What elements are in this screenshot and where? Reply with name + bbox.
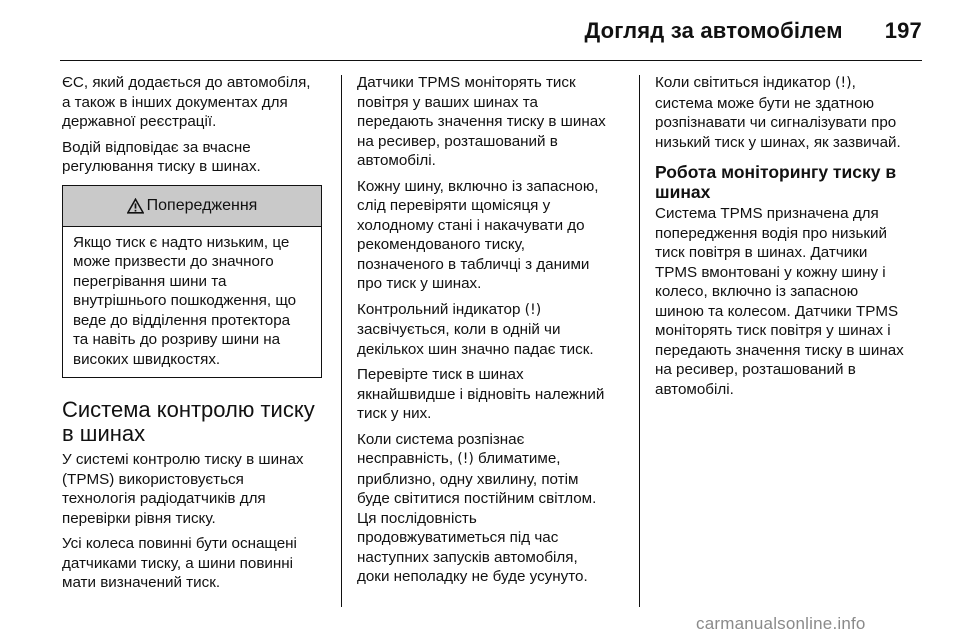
column-divider-2 xyxy=(639,75,640,607)
section-heading-tpms: Система контролю тиску в шинах xyxy=(62,397,315,446)
paragraph: Кожну шину, включно із запасною, слід перевіряти щомісяця у холодному стані і накачувати до рекомендованого тиску, позначеного в табличці з даними про тиск у шинах. xyxy=(357,177,599,292)
paragraph xyxy=(357,300,629,360)
tire-pressure-warning-icon: (!) xyxy=(524,301,542,318)
tire-pressure-warning-icon: (!) xyxy=(457,451,474,467)
text: засвічується, коли в одній чи декількох шин значно падає тиск. xyxy=(357,321,594,358)
text: , система може бути не здатною розпізнавати чи сигналізувати про низький тиск у шинах, як зазвичай. xyxy=(655,74,901,151)
column-divider-1 xyxy=(341,75,342,607)
paragraph: Датчики TPMS моніторять тиск повітря у ваших шинах та передають значення тиску в шинах на ресивер, розташований в автомобілі. xyxy=(357,74,606,169)
column-1 xyxy=(62,73,332,599)
paragraph: Водій відповідає за вчасне регулювання тиску в шинах. xyxy=(62,138,261,175)
paragraph: ЄС, який додається до автомобіля, а також в інших документах для державної реєстрації. xyxy=(62,74,311,130)
header-rule xyxy=(60,60,922,61)
page-number: 197 xyxy=(884,18,922,43)
warning-header xyxy=(63,186,321,227)
section-heading-operation: Робота моніторингу тиску в шинах xyxy=(655,162,897,202)
text: Коли система розпізнає несправність, xyxy=(357,430,525,467)
text: блиматиме, приблизно, одну хвилину, потім буде світитися постійним світлом. Ця послідовність продовжуватиметься під час наступних запусків автомобіля, доки неполадку не буде усунуто. xyxy=(357,450,597,585)
paragraph: Система TPMS призначена для попередження водія про низький тиск повітря в шинах. Датчики TPMS вмонтовані у кожну шину і колесо, включно із запасною шиною та колесом. Датчики TPMS моніторять тиск повітря у шинах і передають значення тиску в шинах на ресивер, розташований в автомобілі. xyxy=(655,205,904,398)
column-3 xyxy=(655,73,925,405)
column-2 xyxy=(357,73,629,593)
paragraph xyxy=(357,430,629,587)
paragraph xyxy=(655,73,925,152)
warning-text: Якщо тиск є надто низьким, це може призвести до значного перегрівання шини та внутрішнього пошкодження, що веде до відділення протектора та навіть до розриву шини на високих швидкостях. xyxy=(73,233,297,368)
page-title: Догляд за автомобілем xyxy=(584,18,843,43)
text: Контрольний індикатор xyxy=(357,300,525,318)
paragraph: Усі колеса повинні бути оснащені датчиками тиску, а шини повинні мати визначений тиск. xyxy=(62,535,297,591)
paragraph: Перевірте тиск в шинах якнайшвидше і відновіть належний тиск у них. xyxy=(357,366,605,422)
tire-pressure-warning-icon: (!) xyxy=(835,75,852,91)
warning-box xyxy=(62,185,322,379)
warning-triangle-icon xyxy=(127,198,144,214)
warning-title: Попередження xyxy=(146,196,258,214)
watermark: carmanualsonline.info xyxy=(696,614,866,633)
paragraph: У системі контролю тиску в шинах (TPMS) використовується технологія радіодатчиків для перевірки рівня тиску. xyxy=(62,451,304,527)
page-header xyxy=(584,18,922,44)
text: Коли світиться індикатор xyxy=(655,74,836,91)
